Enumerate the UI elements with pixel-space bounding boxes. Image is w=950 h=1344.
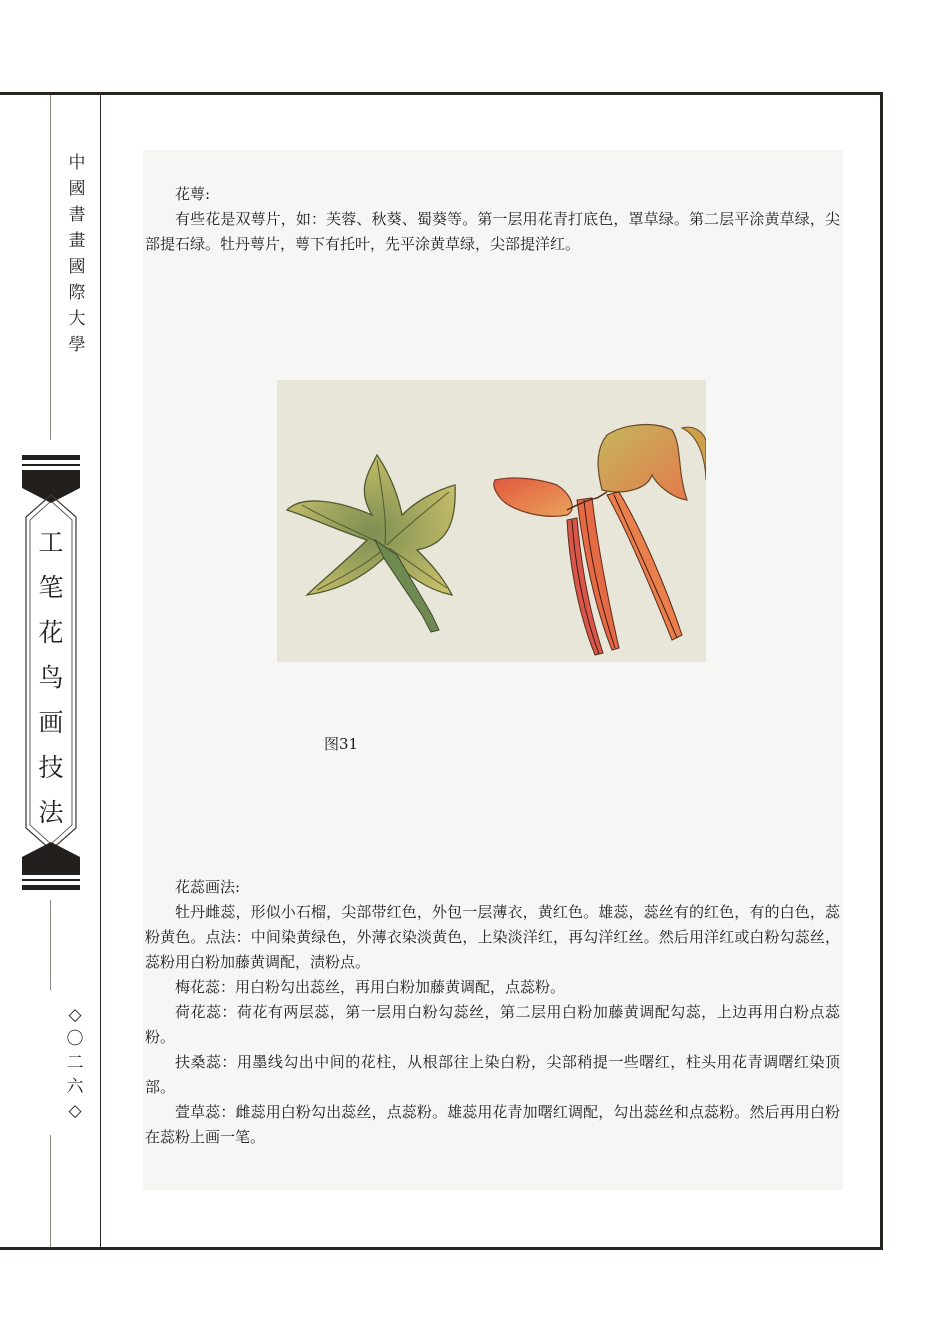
page-number-char: 〇 bbox=[66, 1029, 84, 1049]
book-title-char: 画 bbox=[38, 708, 64, 737]
book-title-char: 花 bbox=[38, 618, 64, 647]
book-title-char: 鸟 bbox=[38, 663, 64, 692]
figure-31-illustration bbox=[277, 380, 706, 662]
book-title bbox=[20, 520, 82, 835]
university-char: 國 bbox=[68, 179, 86, 199]
page-number-char: ◇ bbox=[68, 1005, 82, 1025]
university-char: 中 bbox=[68, 153, 86, 173]
page-number-char: 六 bbox=[66, 1077, 84, 1097]
page-number-char: ◇ bbox=[68, 1101, 82, 1121]
university-char: 國 bbox=[68, 257, 86, 277]
flower-sepal-illustration bbox=[277, 380, 706, 662]
paragraph: 梅花蕊：用白粉勾出蕊丝，再用白粉加藤黄调配，点蕊粉。 bbox=[175, 978, 566, 996]
page-number bbox=[60, 1003, 90, 1123]
figure-caption: 图31 bbox=[324, 735, 359, 753]
paragraph: 荷花蕊：荷花有两层蕊，第一层用白粉勾蕊丝，第二层用白粉加藤黄调配勾蕊，上边再用白粉点蕊粉。 bbox=[145, 1003, 840, 1046]
university-name bbox=[62, 150, 92, 358]
book-title-char: 工 bbox=[38, 528, 64, 557]
university-char: 書 bbox=[68, 205, 86, 225]
university-char: 畫 bbox=[68, 231, 86, 251]
book-title-char: 笔 bbox=[38, 573, 64, 602]
page-number-char: 二 bbox=[66, 1053, 84, 1073]
section-stamen bbox=[145, 875, 840, 1150]
section-sepal bbox=[145, 182, 840, 257]
paragraph: 有些花是双萼片，如：芙蓉、秋葵、蜀葵等。第一层用花青打底色，罩草绿。第二层平涂黄草绿，尖部提石绿。牡丹萼片，萼下有托叶，先平涂黄草绿，尖部提洋红。 bbox=[145, 210, 840, 253]
university-char: 際 bbox=[68, 283, 86, 303]
paragraph: 扶桑蕊：用墨线勾出中间的花柱，从根部往上染白粉，尖部稍提一些曙红，柱头用花青调曙红染顶部。 bbox=[145, 1053, 840, 1096]
spine-divider bbox=[100, 95, 101, 1247]
book-title-char: 法 bbox=[38, 798, 64, 827]
spine-line-bottom bbox=[50, 1135, 51, 1247]
section-heading: 花萼: bbox=[175, 185, 211, 203]
university-char: 學 bbox=[68, 335, 86, 355]
paragraph: 牡丹雌蕊，形似小石榴，尖部带红色，外包一层薄衣，黄红色。雄蕊，蕊丝有的红色，有的白色，蕊粉黄色。点法：中间染黄绿色，外薄衣染淡黄色，上染淡洋红，再勾洋红丝。然后用洋红或白粉勾蕊丝，蕊粉用白粉加藤黄调配，渍粉点。 bbox=[145, 903, 840, 971]
section-heading: 花蕊画法: bbox=[175, 878, 241, 896]
university-char: 大 bbox=[68, 309, 86, 329]
paragraph: 萱草蕊：雌蕊用白粉勾出蕊丝，点蕊粉。雄蕊用花青加曙红调配，勾出蕊丝和点蕊粉。然后再用白粉在蕊粉上画一笔。 bbox=[145, 1103, 840, 1146]
book-title-char: 技 bbox=[38, 753, 64, 782]
spine-line-middle bbox=[50, 900, 51, 990]
spine-line-top bbox=[50, 95, 51, 440]
